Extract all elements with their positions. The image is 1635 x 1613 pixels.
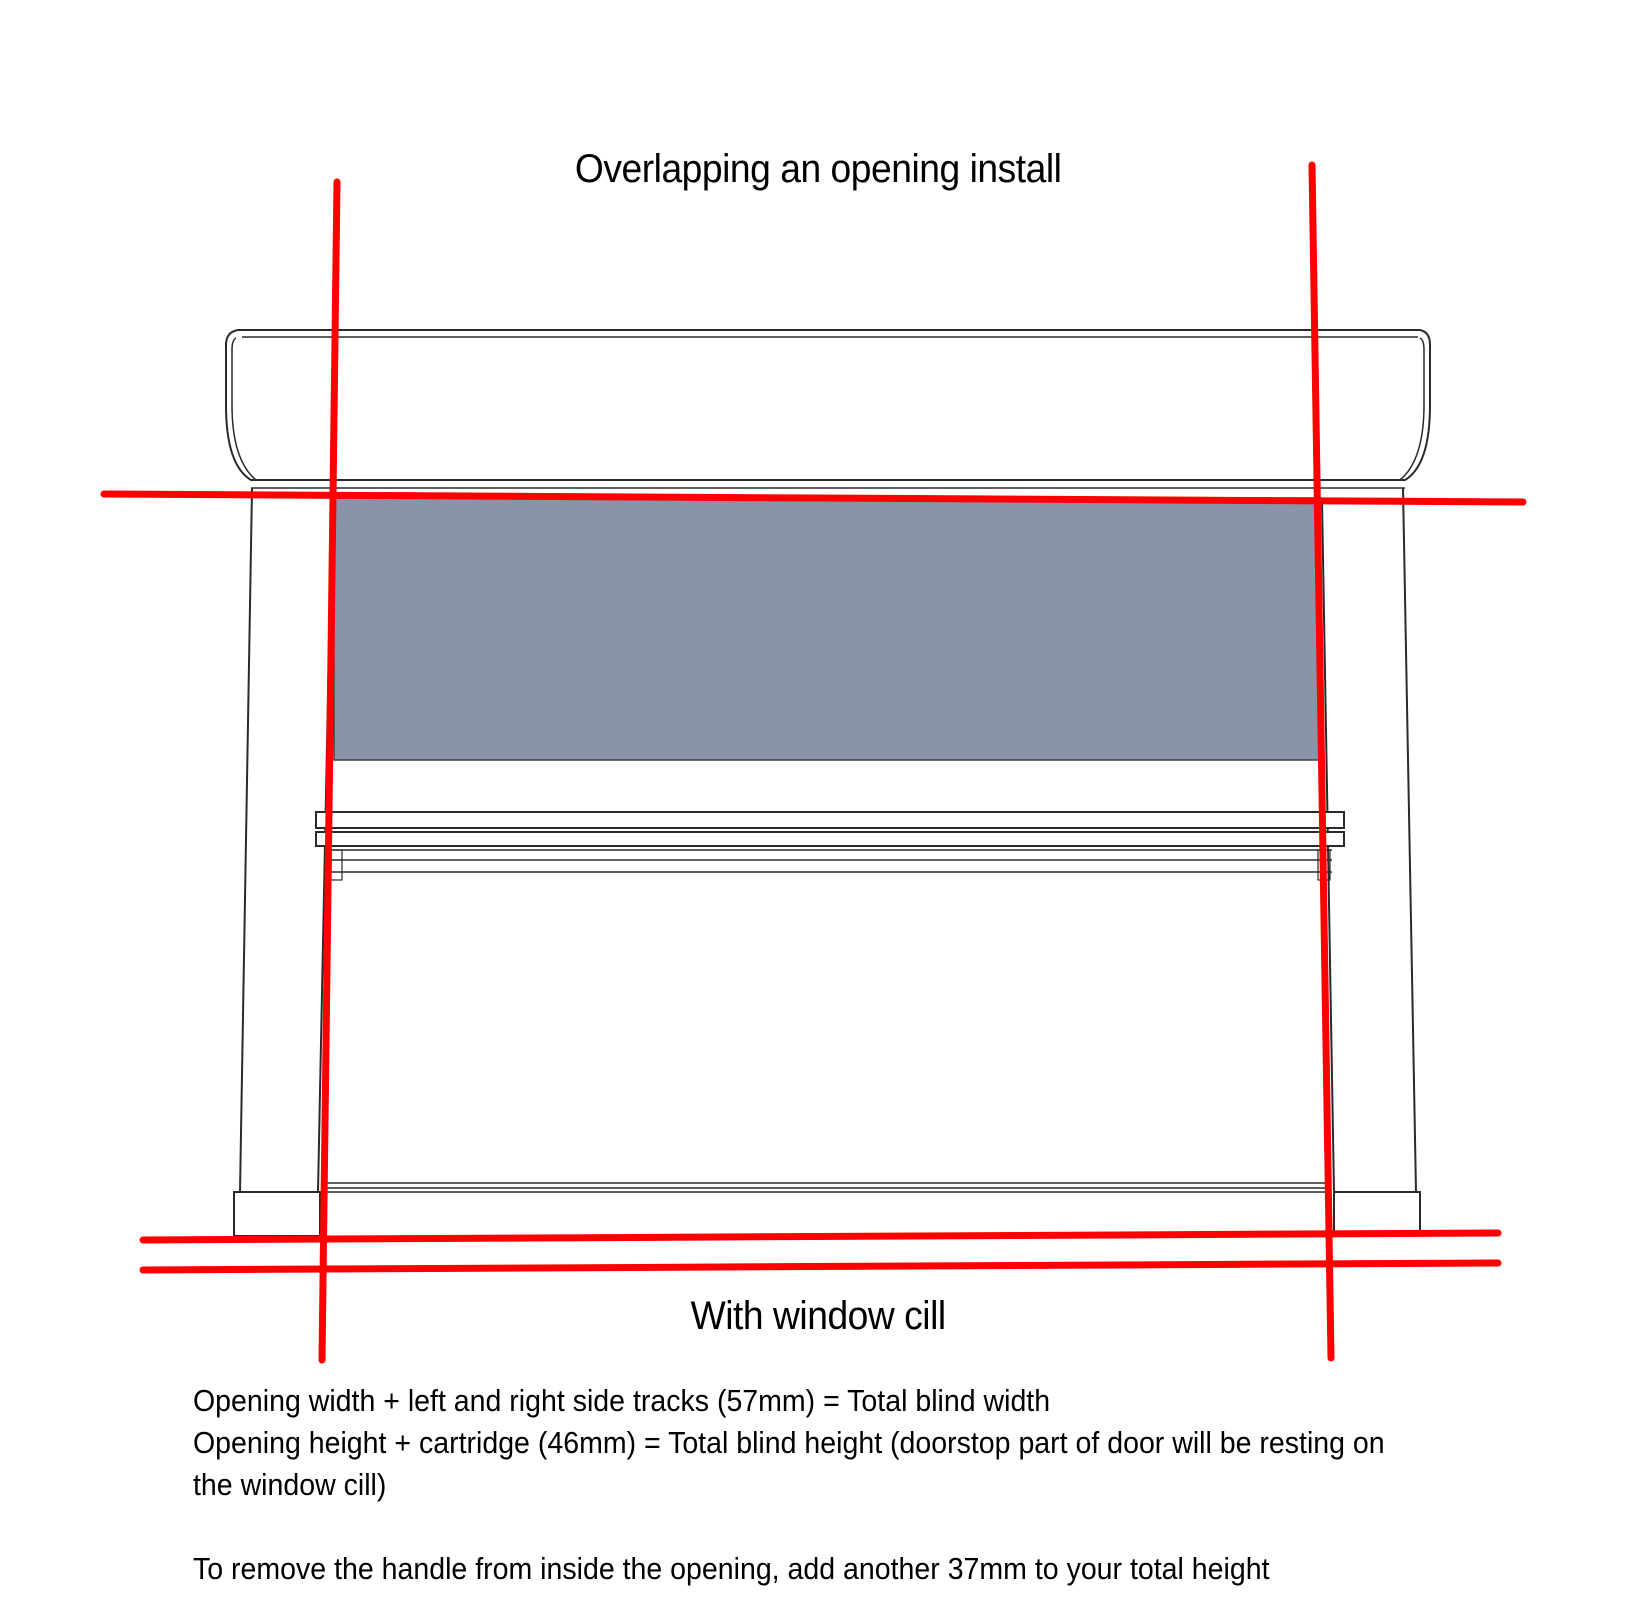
note-spacer — [193, 1506, 1426, 1548]
pelmet-head — [226, 330, 1430, 488]
diagram-subtitle: With window cill — [690, 1294, 946, 1338]
cill-bottom-measure-line — [143, 1263, 1498, 1270]
diagram-title: Overlapping an opening install — [574, 147, 1062, 191]
right-measure-line — [1312, 165, 1331, 1358]
note-width: Opening width + left and right side tracks (57mm) = Total blind width — [193, 1383, 1051, 1418]
cill-top-measure-line — [143, 1233, 1498, 1240]
right-post — [1334, 488, 1420, 1232]
measurement-lines — [104, 165, 1523, 1360]
measurement-notes — [193, 1380, 1426, 1590]
blind-fabric — [334, 498, 1320, 760]
left-post — [234, 488, 320, 1236]
top-measure-line — [104, 494, 1523, 502]
bottom-bar — [316, 812, 1344, 880]
note-height: Opening height + cartridge (46mm) = Total blind height (doorstop part of door will be resting on the window cill) — [193, 1425, 1385, 1502]
note-handle: To remove the handle from inside the opening, add another 37mm to your total height — [193, 1551, 1270, 1586]
window-cill — [326, 1183, 1330, 1192]
